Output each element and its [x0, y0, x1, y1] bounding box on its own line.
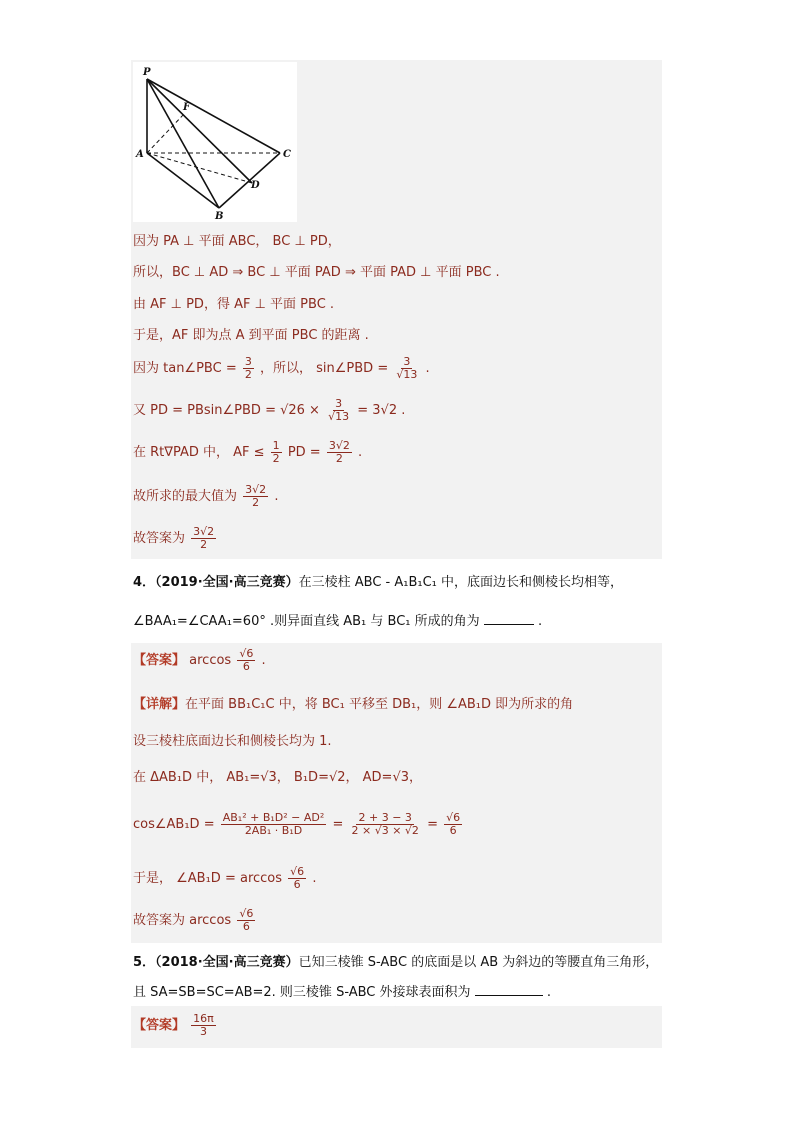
q4-detail-1: 在平面 BB₁C₁C 中，将 BC₁ 平移至 DB₁，则 ∠AB₁D 即为所求的角 — [185, 697, 574, 712]
solution-line-4: 于是，AF 即为点 A 到平面 PBC 的距离 . — [133, 328, 369, 343]
q4-answer-arccos: arccos — [189, 653, 232, 668]
q4-cos-fraction-3: $\frac{√6}{6}$ — [446, 811, 461, 837]
q4-cos-fraction-1: $\frac{\text{AB₁² + B₁D² − AD²}}{\text{2AB₁ · B₁D}}$ — [222, 811, 325, 837]
q4-conclusion-pre: 于是， ∠AB₁D = arccos — [133, 871, 283, 886]
q4-answer-tag: 【答案】 — [133, 653, 186, 668]
label-P: P — [143, 67, 151, 78]
label-C: C — [283, 149, 291, 160]
fraction-max-value: $\frac{3√2}{2}$ — [245, 483, 267, 509]
l5-mid: ，所以， sin∠PBD = — [260, 361, 389, 376]
q4-detail-line-1 — [133, 697, 573, 713]
q5-answer-fraction: $\frac{16\pi}{3}$ — [193, 1012, 214, 1038]
q4-cos-pre: cos∠AB₁D = — [133, 817, 215, 832]
solution-line-1: 因为 PA ⊥ 平面 ABC， BC ⊥ PD， — [133, 234, 341, 249]
q4-answer-blank — [484, 624, 534, 625]
q4-conclusion-fraction: $\frac{√6}{6}$ — [290, 865, 305, 891]
q4-detail-line-2: 设三棱柱底面边长和侧棱长均为 1. — [133, 734, 332, 749]
q5-text-2: 且 SA=SB=SC=AB=2. 则三棱锥 S-ABC 外接球表面积为 — [133, 985, 471, 1000]
fraction-1-2: $\frac{1}{2}$ — [272, 439, 280, 465]
q4-detail-tag: 【详解】 — [133, 697, 186, 712]
q4-answer-line: 【答案】 arccos $\frac{√6}{6}$ . — [133, 647, 266, 673]
fraction-3sqrt2-2: $\frac{3√2}{2}$ — [328, 439, 350, 465]
l6-end: = 3√2 . — [357, 403, 406, 418]
q5-source: （2018·全国·高三竞赛） — [155, 955, 299, 970]
l7-mid: PD = — [287, 445, 321, 460]
q4-stem-line-2: ∠BAA₁=∠CAA₁=60° .则异面直线 AB₁ 与 BC₁ 所成的角为 . — [133, 614, 543, 629]
q4-answer-fraction: $\frac{√6}{6}$ — [239, 647, 254, 673]
solution-block-q4 — [131, 643, 662, 943]
q4-detail-line-4: cos∠AB₁D = $\frac{\text{AB₁² + B₁D² − AD²}}{\text{2AB₁ · B₁D}}$ = $\frac{2 + 3 - 3}{2 \times √3 \times √2}$ = $\frac{√6}{6}$ — [133, 811, 461, 837]
solution-line-9 — [133, 526, 218, 551]
l9-pre: 故答案为 — [133, 531, 186, 546]
label-A: A — [136, 149, 144, 160]
q4-source: （2019·全国·高三竞赛） — [155, 575, 299, 590]
label-B: B — [215, 211, 224, 222]
q4-final-pre: 故答案为 arccos — [133, 913, 232, 928]
solution-line-8: 故所求的最大值为 $\frac{3√2}{2}$ . — [133, 483, 279, 509]
fraction-answer: $\frac{3√2}{2}$ — [193, 525, 215, 551]
q4-final-fraction: $\frac{√6}{6}$ — [239, 907, 254, 933]
label-F: F — [183, 102, 191, 113]
l6-pre: 又 PD = PBsin∠PBD = √26 × — [133, 403, 320, 418]
q5-answer-blank — [475, 995, 543, 996]
label-D: D — [251, 180, 260, 191]
l7-pre: 在 Rt∇PAD 中， AF ≤ — [133, 445, 265, 460]
solution-line-2: 所以，BC ⊥ AD ⇒ BC ⊥ 平面 PAD ⇒ 平面 PAD ⊥ 平面 PBC . — [133, 265, 500, 280]
q4-cos-fraction-2: $\frac{2 + 3 - 3}{2 \times √3 \times √2}$ — [351, 811, 419, 837]
pyramid-figure — [133, 62, 297, 222]
fraction-3-sqrt13-b: $\frac{3}{√13}$ — [328, 397, 350, 423]
q5-answer-tag: 【答案】 — [133, 1018, 186, 1033]
q5-stem-line-2: 且 SA=SB=SC=AB=2. 则三棱锥 S-ABC 外接球表面积为 . — [133, 985, 551, 1000]
q4-detail-line-6 — [133, 908, 257, 933]
fraction-3-2: $\frac{3}{2}$ — [244, 355, 252, 381]
q4-detail-line-3: 在 ΔAB₁D 中， AB₁=√3， B₁D=√2， AD=√3， — [133, 770, 422, 785]
q5-answer-line — [133, 1013, 218, 1038]
solution-line-3: 由 AF ⊥ PD，得 AF ⊥ 平面 PBC . — [133, 297, 335, 312]
q5-number: 5． — [133, 955, 156, 970]
pyramid-diagram — [133, 62, 297, 222]
fraction-3-sqrt13: $\frac{3}{√13}$ — [396, 355, 418, 381]
l8-pre: 故所求的最大值为 — [133, 489, 238, 504]
q4-text-2: ∠BAA₁=∠CAA₁=60° .则异面直线 AB₁ 与 BC₁ 所成的角为 — [133, 614, 480, 629]
q4-number: 4． — [133, 575, 156, 590]
solution-line-5: 因为 tan∠PBC = $\frac{3}{2}$ ，所以， sin∠PBD = $\frac{3}{√13}$ . — [133, 355, 430, 381]
l5-pre: 因为 tan∠PBC = — [133, 361, 237, 376]
q4-detail-line-5: 于是， ∠AB₁D = arccos $\frac{√6}{6}$ . — [133, 865, 317, 891]
q5-text-1: 已知三棱锥 S-ABC 的底面是以 AB 为斜边的等腰直角三角形， — [298, 955, 659, 970]
q5-stem-line-1 — [133, 955, 658, 971]
q4-text-1: 在三棱柱 ABC - A₁B₁C₁ 中，底面边长和侧棱长均相等， — [298, 575, 624, 590]
q4-stem-line-1 — [133, 575, 623, 591]
solution-line-6 — [133, 398, 405, 423]
solution-line-7: 在 Rt∇PAD 中， AF ≤ $\frac{1}{2}$ PD = $\frac{3√2}{2}$ . — [133, 439, 363, 465]
